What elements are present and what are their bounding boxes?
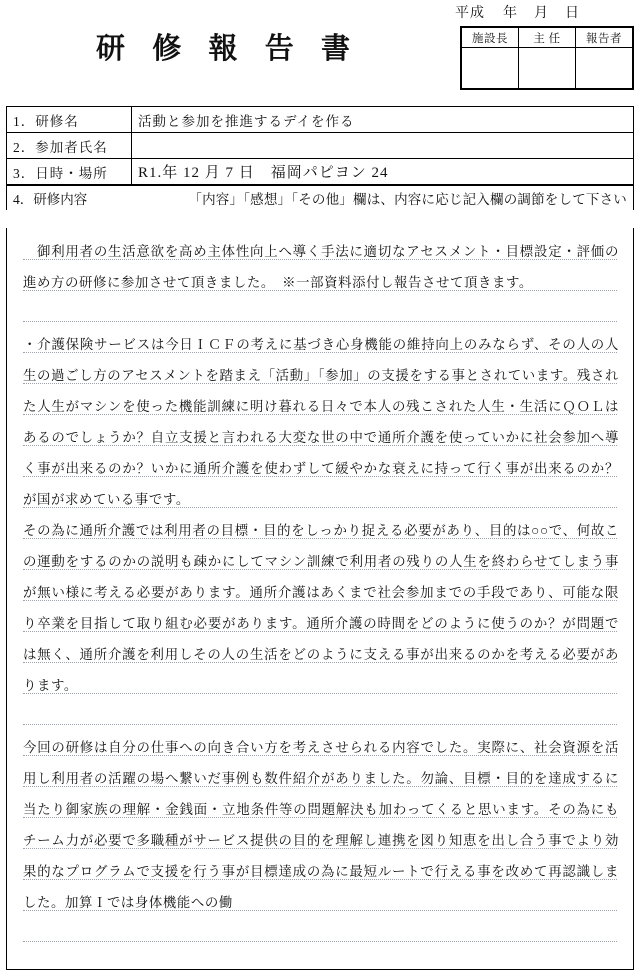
table-row-training-name (7, 107, 634, 133)
form-section (6, 106, 634, 210)
approval-stamp-box (460, 26, 634, 90)
year-label: 年 (503, 6, 518, 21)
era-date-line (455, 2, 635, 22)
stamp-cell-chief[interactable] (519, 48, 576, 89)
label-training-name: 1．研修名 (7, 107, 132, 133)
stamp-header-facility-director: 施設長 (462, 28, 519, 48)
label-datetime-place: 3．日時・場所 (7, 159, 132, 185)
value-training-name[interactable]: 活動と参加を推進するデイを作る (132, 107, 634, 133)
era-label: 平成 (455, 6, 485, 21)
page-header (0, 0, 640, 104)
content-note: 「内容」「感想」「その他」欄は、内容に応じ記入欄の調節をして下さい (131, 186, 634, 211)
month-label: 月 (534, 6, 549, 21)
body-paragraph-2: ・介護保険サービスは今日ＩＣＦの考えに基づき心身機能の維持向上のみならず、その人の人生の過ごし方のアセスメントを踏まえ「活動」「参加」の支援をする事とされています。残された人生がマシンを使った機能訓練に明け暮れる日々で本人の残こされた人生・生活にＱＯＬはあるのでしょうか？自立支援と言われる大変な世の中で通所介護を使っていかに社会参加へ導く事が出来るのか？いかに通所介護を使わずして緩やかな衰えに持って行く事が出来るのか？が国が求めている事です。 (23, 337, 619, 507)
value-participant-name[interactable] (132, 133, 634, 159)
value-datetime-place[interactable]: R1.年 12 月 7 日 福岡パピヨン 24 (132, 159, 634, 185)
table-row-participant-name (7, 133, 634, 159)
training-content-body[interactable] (6, 228, 634, 970)
table-row-datetime-place (7, 159, 634, 185)
label-participant-name: 2．参加者氏名 (7, 133, 132, 159)
stamp-cell-facility-director[interactable] (462, 48, 519, 89)
page-title: 研 修 報 告 書 (96, 33, 361, 65)
body-text-layer (23, 228, 619, 969)
body-paragraph-4: 今回の研修は自分の仕事への向き合い方を考えさせられる内容でした。実際に、社会資源を活用し利用者の活躍の場へ繋いだ事例も数件紹介がありました。勿論、目標・目的を達成するに当たり御家族の理解・金銭面・立地条件等の問題解決も加わってくると思います。その為にもチーム力が必要で多職種がサービス提供の目的を理解し連携を図り知恵を出し合う事でより効果的なプログラムで支援を行う事が目標達成の為に最短ルートで行える事を改めて再認識しました。加算Ｉでは身体機能への働 (23, 740, 619, 910)
stamp-header-row (462, 28, 633, 48)
stamp-header-chief: 主 任 (519, 28, 576, 48)
stamp-signature-row (462, 48, 633, 89)
stamp-header-reporter: 報告者 (576, 28, 633, 48)
day-label: 日 (565, 6, 580, 21)
stamp-cell-reporter[interactable] (576, 48, 633, 89)
table-row-training-content-header (7, 186, 634, 211)
body-paragraph-1: 御利用者の生活意欲を高め主体性向上へ導く手法に適切なアセスメント・目標設定・評価の進め方の研修に参加させて頂きました。 ※一部資料添付し報告させて頂きます。 (23, 244, 619, 290)
body-paragraph-3: その為に通所介護では利用者の目標・目的をしっかり捉える必要があり、目的は○○で、何故この運動をするのかの説明も疎かにしてマシン訓練で利用者の残りの人生を終わらせてしまう事が無い様に考える必要があります。通所介護はあくまで社会参加までの手段であり、可能な限り卒業を目指して取り組む必要があります。通所介護の時間をどのように使うのか？が問題では無く、通所介護を利用しその人の生活をどのように支える事が出来るのかを考える必要があります。 (23, 523, 619, 693)
label-training-content: 4．研修内容 (7, 186, 132, 211)
